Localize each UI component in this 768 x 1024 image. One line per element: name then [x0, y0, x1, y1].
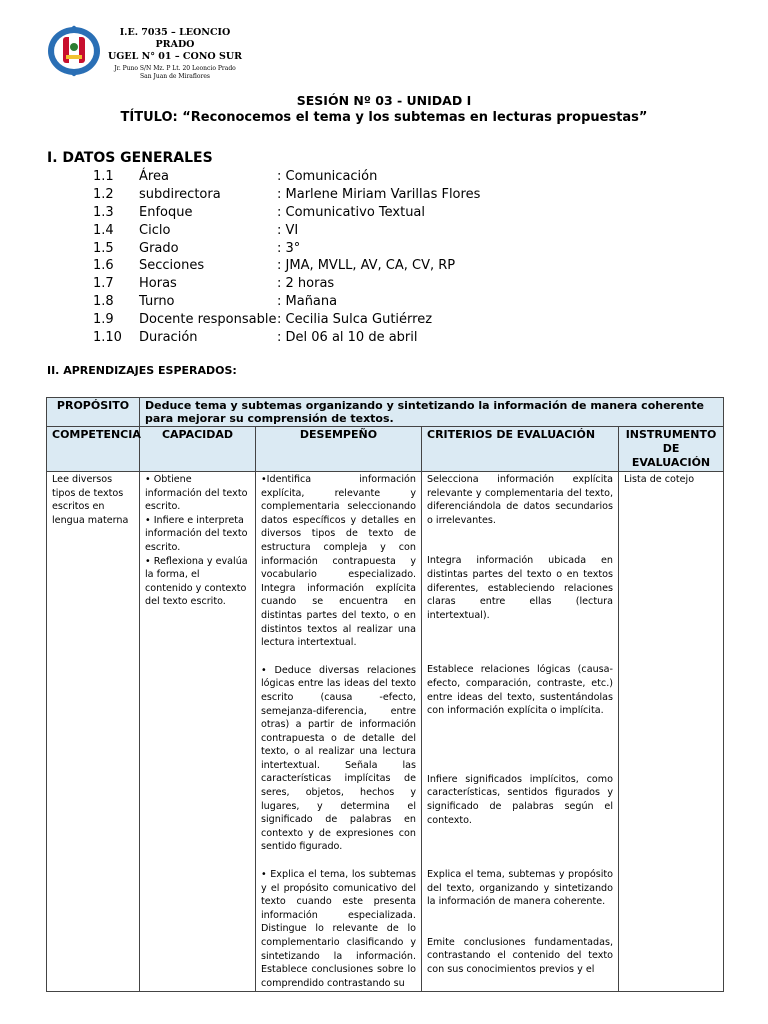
col-header-instrumento: INSTRUMENTO DE EVALUACIÓN [619, 427, 724, 472]
section-aprendizajes-title: II. APRENDIZAJES ESPERADOS: [47, 364, 237, 377]
col-header-capacidad: CAPACIDAD [140, 427, 256, 472]
list-item: • Deduce diversas relaciones lógicas entre las ideas del texto escrito (causa -efecto, semejanza-diferencia, entre otras) a partir de información contrapuesta o de detalle del texto, o al realizar una lectura intertextual. Señala las características implícitas de seres, objetos, hechos y lugares, y determina el significado de palabras en contexto y de expresiones con sentido figurado. [261, 664, 416, 853]
list-item: Emite conclusiones fundamentadas, contrastando el contenido del texto con sus conocimientos previos y el [427, 936, 613, 976]
competencia-cell: Lee diversos tipos de textos escritos en lengua materna [47, 472, 140, 992]
list-item: Establece relaciones lógicas (causa-efecto, comparación, contraste, etc.) entre ideas del texto, sustentándolas con información explícita o implícita. [427, 664, 613, 717]
school-info [100, 27, 250, 81]
aprendizajes-table [46, 397, 724, 992]
list-item: •Identifica información explícita, relevante y complementaria seleccionando datos específicos y detalles en diversos tipos de texto de estructura compleja y con información contrapuesta y vocabulario especializado. Integra información explícita cuando se encuentra en distintas partes del texto, o en distintos textos al realizar una lectura intertextual. [261, 474, 416, 649]
col-header-desempeno: DESEMPEÑO [256, 427, 422, 472]
list-item: Infiere significados implícitos, como características, sentidos figurados y significado de palabras según el contexto. [427, 773, 613, 826]
school-crest-icon [46, 25, 102, 77]
instrumento-cell: Lista de cotejo [619, 472, 724, 992]
school-district: San Juan de Miraflores [140, 73, 210, 80]
section-datos-generales-title: I. DATOS GENERALES [47, 150, 213, 166]
table-row [47, 472, 724, 992]
list-item: • Explica el tema, los subtemas y el propósito comunicativo del texto cuando este presenta información especializada. Distingue lo relevante de lo complementario clasificando y sintetizando la información. Establece conclusiones sobre lo comprendido contrastando su [261, 869, 416, 989]
col-header-competencia: COMPETENCIA [47, 427, 140, 472]
list-item: Explica el tema, subtemas y propósito del texto, organizando y sintetizando la información de manera coherente. [427, 869, 613, 908]
list-item: • Obtiene información del texto escrito. [145, 474, 248, 513]
school-name: I.E. 7035 – LEONCIO PRADO [119, 27, 231, 50]
criterios-cell [422, 472, 619, 992]
list-item: • Infiere e interpreta información del texto escrito. [145, 514, 248, 553]
column-header-row [47, 427, 724, 472]
capacidad-cell [140, 472, 256, 992]
list-item: Integra información ubicada en distintas partes del texto o en textos diferentes, estableciendo relaciones claras entre ellas (lectura intertextual). [427, 555, 613, 621]
proposito-label: PROPÓSITO [47, 398, 140, 427]
proposito-row [47, 398, 724, 427]
proposito-text: Deduce tema y subtemas organizando y sintetizando la información de manera coherente para mejorar su comprensión de textos. [140, 398, 724, 427]
session-title: TÍTULO: “Reconocemos el tema y los subtemas en lecturas propuestas” [120, 110, 648, 125]
ugel-name: UGEL N° 01 – CONO SUR [107, 51, 243, 62]
session-number: SESIÓN Nº 03 - UNIDAD I [296, 93, 472, 108]
list-item: • Reflexiona y evalúa la forma, el contenido y contexto del texto escrito. [145, 555, 248, 608]
col-header-criterios: CRITERIOS DE EVALUACIÓN [422, 427, 619, 472]
list-item: Selecciona información explícita relevante y complementaria del texto, diferenciándola de datos secundarios o irrelevantes. [427, 474, 613, 526]
desempeno-cell [256, 472, 422, 992]
school-address: Jr. Puno S/N Mz. P Lt. 20 Leoncio Prado [114, 65, 236, 72]
